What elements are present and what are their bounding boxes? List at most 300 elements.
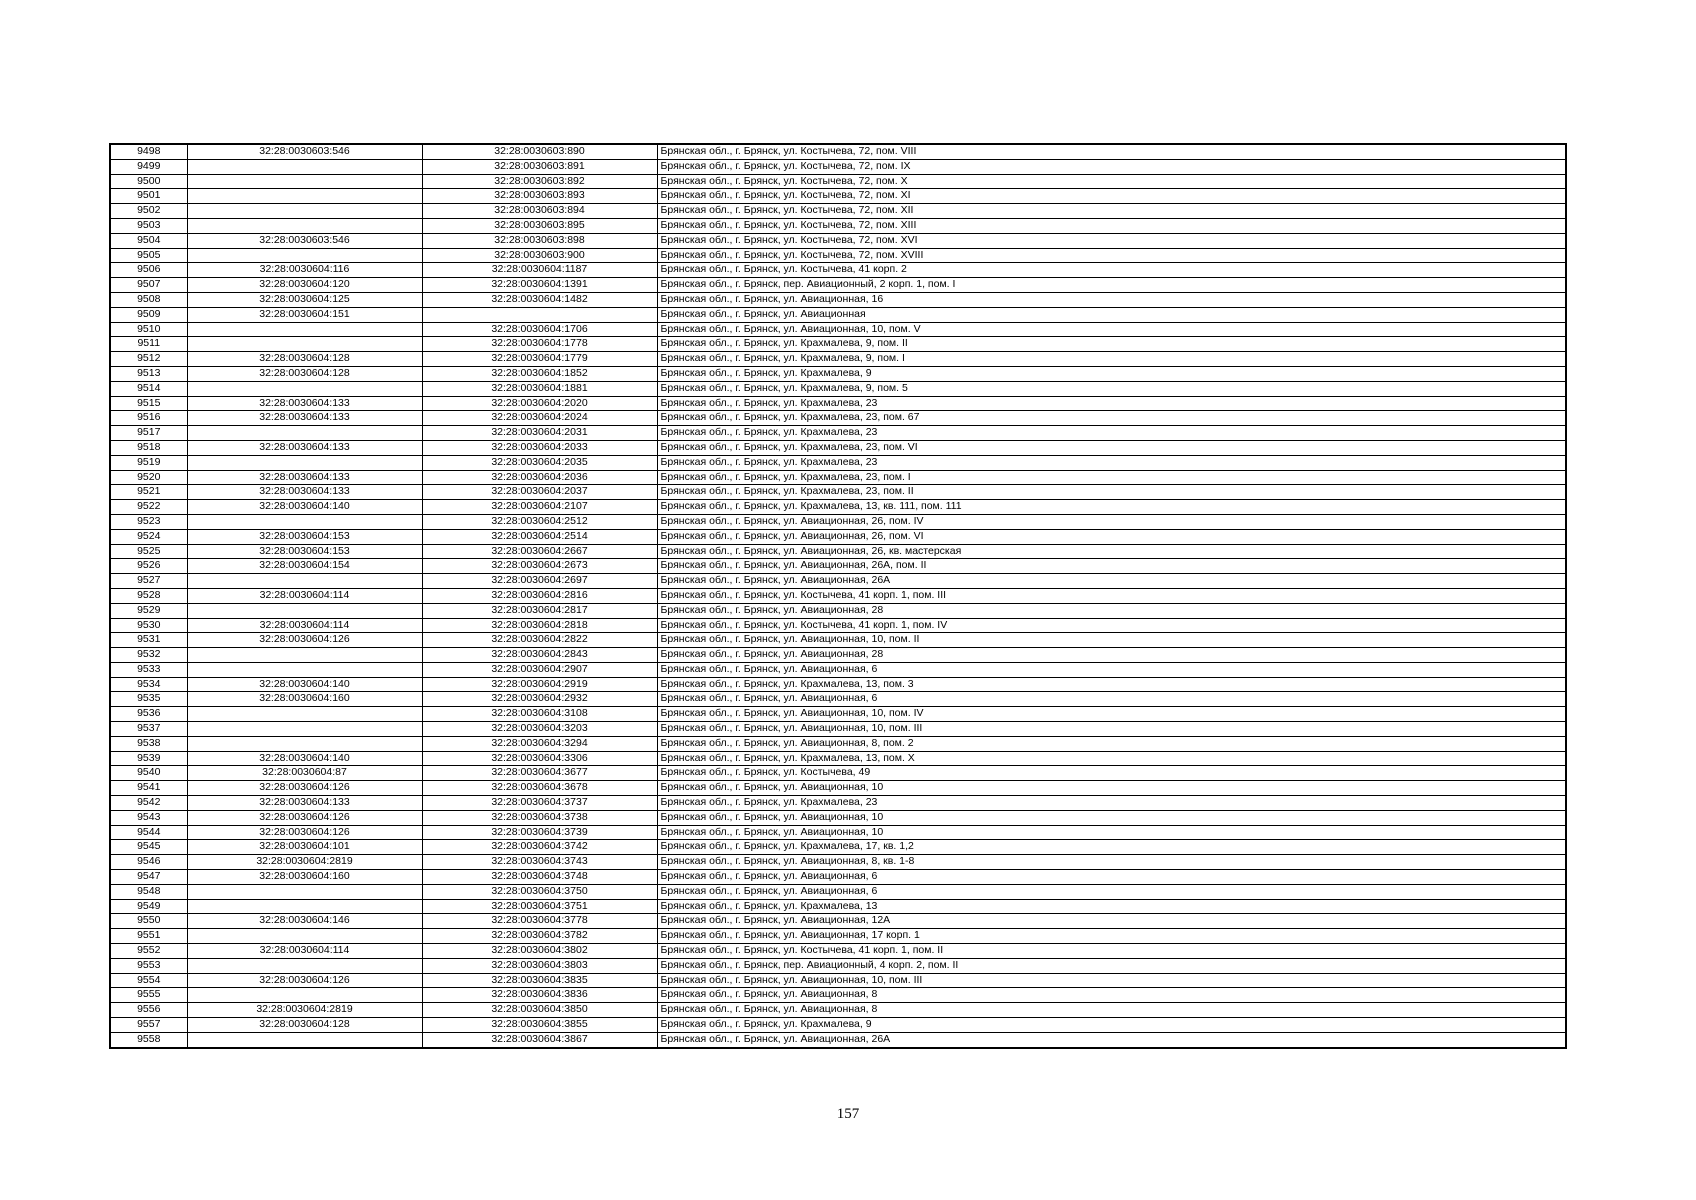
- table-row: [110, 1018, 1566, 1033]
- table-row: [110, 485, 1566, 500]
- address-cell: Брянская обл., г. Брянск, ул. Крахмалева, 23, пом. VI: [657, 440, 1566, 455]
- address-cell: Брянская обл., г. Брянск, ул. Авиационная, 6: [657, 692, 1566, 707]
- address-cell: Брянская обл., г. Брянск, ул. Авиационная, 28: [657, 603, 1566, 618]
- table-row: [110, 144, 1566, 159]
- row-number-cell: 9503: [110, 218, 187, 233]
- row-number-cell: 9535: [110, 692, 187, 707]
- table-row: [110, 500, 1566, 515]
- row-number-cell: 9557: [110, 1018, 187, 1033]
- cadastral-number-cell: 32:28:0030604:2033: [422, 440, 657, 455]
- address-cell: Брянская обл., г. Брянск, пер. Авиационный, 4 корп. 2, пом. II: [657, 958, 1566, 973]
- cadastral-number-cell: 32:28:0030604:1187: [422, 263, 657, 278]
- row-number-cell: 9524: [110, 529, 187, 544]
- cadastral-number-cell: 32:28:0030604:3108: [422, 707, 657, 722]
- row-number-cell: 9499: [110, 159, 187, 174]
- address-cell: Брянская обл., г. Брянск, ул. Авиационная, 28: [657, 648, 1566, 663]
- table-row: [110, 588, 1566, 603]
- row-number-cell: 9513: [110, 366, 187, 381]
- row-number-cell: 9543: [110, 810, 187, 825]
- row-number-cell: 9534: [110, 677, 187, 692]
- cadastral-number-cell: 32:28:0030604:3738: [422, 810, 657, 825]
- cadastral-number-cell: 32:28:0030604:2020: [422, 396, 657, 411]
- parcel-number-cell: [187, 958, 422, 973]
- parcel-number-cell: [187, 514, 422, 529]
- table-row: [110, 233, 1566, 248]
- cadastral-number-cell: 32:28:0030604:2024: [422, 411, 657, 426]
- parcel-number-cell: 32:28:0030604:126: [187, 633, 422, 648]
- table-row: [110, 855, 1566, 870]
- table-row: [110, 174, 1566, 189]
- cadastral-number-cell: 32:28:0030604:3867: [422, 1032, 657, 1047]
- cadastral-number-cell: 32:28:0030603:895: [422, 218, 657, 233]
- row-number-cell: 9537: [110, 722, 187, 737]
- table-row: [110, 884, 1566, 899]
- table-row: [110, 204, 1566, 219]
- address-cell: Брянская обл., г. Брянск, ул. Авиационная, 6: [657, 870, 1566, 885]
- row-number-cell: 9516: [110, 411, 187, 426]
- address-cell: Брянская обл., г. Брянск, ул. Крахмалева, 9: [657, 1018, 1566, 1033]
- row-number-cell: 9508: [110, 292, 187, 307]
- table-row: [110, 618, 1566, 633]
- table-row: [110, 796, 1566, 811]
- table-row: [110, 529, 1566, 544]
- address-cell: Брянская обл., г. Брянск, ул. Крахмалева, 23, пом. 67: [657, 411, 1566, 426]
- address-cell: Брянская обл., г. Брянск, ул. Крахмалева, 13, кв. 111, пом. 111: [657, 500, 1566, 515]
- cadastral-number-cell: 32:28:0030604:2673: [422, 559, 657, 574]
- table-row: [110, 470, 1566, 485]
- cadastral-number-cell: 32:28:0030604:3742: [422, 840, 657, 855]
- parcel-number-cell: 32:28:0030604:146: [187, 914, 422, 929]
- parcel-number-cell: 32:28:0030604:128: [187, 1018, 422, 1033]
- row-number-cell: 9548: [110, 884, 187, 899]
- address-cell: Брянская обл., г. Брянск, ул. Авиационная, 8, пом. 2: [657, 736, 1566, 751]
- cadastral-number-cell: 32:28:0030604:1852: [422, 366, 657, 381]
- address-cell: Брянская обл., г. Брянск, ул. Крахмалева, 23: [657, 796, 1566, 811]
- parcel-number-cell: [187, 736, 422, 751]
- row-number-cell: 9500: [110, 174, 187, 189]
- parcel-number-cell: 32:28:0030603:546: [187, 144, 422, 159]
- row-number-cell: 9538: [110, 736, 187, 751]
- address-cell: Брянская обл., г. Брянск, ул. Авиационная, 6: [657, 884, 1566, 899]
- parcel-number-cell: 32:28:0030604:101: [187, 840, 422, 855]
- cadastral-number-cell: 32:28:0030604:1391: [422, 278, 657, 293]
- address-cell: Брянская обл., г. Брянск, ул. Авиационная, 17 корп. 1: [657, 929, 1566, 944]
- parcel-number-cell: 32:28:0030604:154: [187, 559, 422, 574]
- parcel-number-cell: [187, 707, 422, 722]
- address-cell: Брянская обл., г. Брянск, ул. Костычева, 72, пом. XVI: [657, 233, 1566, 248]
- table-row: [110, 248, 1566, 263]
- row-number-cell: 9509: [110, 307, 187, 322]
- address-cell: Брянская обл., г. Брянск, ул. Авиационная, 26, кв. мастерская: [657, 544, 1566, 559]
- parcel-number-cell: 32:28:0030604:126: [187, 810, 422, 825]
- registry-table-body: [110, 144, 1566, 1048]
- cadastral-number-cell: 32:28:0030604:2031: [422, 426, 657, 441]
- cadastral-number-cell: 32:28:0030604:3739: [422, 825, 657, 840]
- address-cell: Брянская обл., г. Брянск, ул. Крахмалева, 9, пом. II: [657, 337, 1566, 352]
- cadastral-number-cell: 32:28:0030604:3203: [422, 722, 657, 737]
- table-row: [110, 751, 1566, 766]
- address-cell: Брянская обл., г. Брянск, ул. Авиационная, 10: [657, 825, 1566, 840]
- parcel-number-cell: [187, 189, 422, 204]
- parcel-number-cell: 32:28:0030604:114: [187, 944, 422, 959]
- cadastral-number-cell: 32:28:0030604:1778: [422, 337, 657, 352]
- row-number-cell: 9512: [110, 352, 187, 367]
- cadastral-number-cell: 32:28:0030604:3751: [422, 899, 657, 914]
- parcel-number-cell: 32:28:0030604:140: [187, 751, 422, 766]
- cadastral-number-cell: 32:28:0030603:892: [422, 174, 657, 189]
- cadastral-number-cell: 32:28:0030604:3750: [422, 884, 657, 899]
- address-cell: Брянская обл., г. Брянск, ул. Костычева, 41 корп. 2: [657, 263, 1566, 278]
- address-cell: Брянская обл., г. Брянск, ул. Авиационная, 10, пом. II: [657, 633, 1566, 648]
- table-row: [110, 396, 1566, 411]
- row-number-cell: 9532: [110, 648, 187, 663]
- row-number-cell: 9546: [110, 855, 187, 870]
- row-number-cell: 9522: [110, 500, 187, 515]
- table-row: [110, 722, 1566, 737]
- table-row: [110, 914, 1566, 929]
- row-number-cell: 9541: [110, 781, 187, 796]
- address-cell: Брянская обл., г. Брянск, ул. Авиационная, 10, пом. IV: [657, 707, 1566, 722]
- cadastral-number-cell: 32:28:0030603:898: [422, 233, 657, 248]
- address-cell: Брянская обл., г. Брянск, ул. Крахмалева, 9, пом. I: [657, 352, 1566, 367]
- row-number-cell: 9555: [110, 988, 187, 1003]
- cadastral-number-cell: 32:28:0030604:3778: [422, 914, 657, 929]
- parcel-number-cell: 32:28:0030604:133: [187, 470, 422, 485]
- row-number-cell: 9507: [110, 278, 187, 293]
- table-row: [110, 766, 1566, 781]
- cadastral-number-cell: 32:28:0030604:2697: [422, 574, 657, 589]
- cadastral-number-cell: 32:28:0030604:2919: [422, 677, 657, 692]
- cadastral-number-cell: 32:28:0030604:3748: [422, 870, 657, 885]
- row-number-cell: 9517: [110, 426, 187, 441]
- parcel-number-cell: [187, 1032, 422, 1047]
- address-cell: Брянская обл., г. Брянск, ул. Авиационная, 8: [657, 988, 1566, 1003]
- row-number-cell: 9539: [110, 751, 187, 766]
- row-number-cell: 9502: [110, 204, 187, 219]
- parcel-number-cell: [187, 248, 422, 263]
- parcel-number-cell: 32:28:0030604:140: [187, 500, 422, 515]
- parcel-number-cell: 32:28:0030604:153: [187, 544, 422, 559]
- cadastral-number-cell: 32:28:0030604:1881: [422, 381, 657, 396]
- row-number-cell: 9504: [110, 233, 187, 248]
- address-cell: Брянская обл., г. Брянск, ул. Крахмалева, 23: [657, 455, 1566, 470]
- table-row: [110, 988, 1566, 1003]
- address-cell: Брянская обл., г. Брянск, ул. Крахмалева, 9: [657, 366, 1566, 381]
- parcel-number-cell: 32:28:0030604:133: [187, 796, 422, 811]
- table-row: [110, 159, 1566, 174]
- row-number-cell: 9525: [110, 544, 187, 559]
- address-cell: Брянская обл., г. Брянск, ул. Авиационная, 12А: [657, 914, 1566, 929]
- parcel-number-cell: [187, 899, 422, 914]
- cadastral-number-cell: 32:28:0030604:2037: [422, 485, 657, 500]
- parcel-number-cell: [187, 337, 422, 352]
- address-cell: Брянская обл., г. Брянск, ул. Авиационная, 6: [657, 662, 1566, 677]
- parcel-number-cell: 32:28:0030604:125: [187, 292, 422, 307]
- row-number-cell: 9523: [110, 514, 187, 529]
- address-cell: Брянская обл., г. Брянск, ул. Авиационная, 10, пом. V: [657, 322, 1566, 337]
- row-number-cell: 9533: [110, 662, 187, 677]
- row-number-cell: 9529: [110, 603, 187, 618]
- table-row: [110, 352, 1566, 367]
- row-number-cell: 9556: [110, 1003, 187, 1018]
- table-row: [110, 426, 1566, 441]
- cadastral-number-cell: 32:28:0030603:900: [422, 248, 657, 263]
- parcel-number-cell: [187, 929, 422, 944]
- cadastral-number-cell: 32:28:0030604:3743: [422, 855, 657, 870]
- table-row: [110, 1003, 1566, 1018]
- table-row: [110, 440, 1566, 455]
- cadastral-number-cell: 32:28:0030604:2036: [422, 470, 657, 485]
- address-cell: Брянская обл., г. Брянск, ул. Авиационная, 10: [657, 810, 1566, 825]
- address-cell: Брянская обл., г. Брянск, ул. Крахмалева, 23: [657, 426, 1566, 441]
- cadastral-number-cell: 32:28:0030604:2107: [422, 500, 657, 515]
- row-number-cell: 9554: [110, 973, 187, 988]
- row-number-cell: 9544: [110, 825, 187, 840]
- row-number-cell: 9553: [110, 958, 187, 973]
- parcel-number-cell: [187, 159, 422, 174]
- parcel-number-cell: 32:28:0030604:2819: [187, 855, 422, 870]
- cadastral-number-cell: 32:28:0030604:1706: [422, 322, 657, 337]
- cadastral-number-cell: 32:28:0030604:3677: [422, 766, 657, 781]
- row-number-cell: 9510: [110, 322, 187, 337]
- table-row: [110, 781, 1566, 796]
- address-cell: Брянская обл., г. Брянск, ул. Костычева, 41 корп. 1, пом. III: [657, 588, 1566, 603]
- cadastral-number-cell: 32:28:0030604:3850: [422, 1003, 657, 1018]
- table-row: [110, 810, 1566, 825]
- parcel-number-cell: 32:28:0030603:546: [187, 233, 422, 248]
- row-number-cell: 9550: [110, 914, 187, 929]
- cadastral-number-cell: 32:28:0030603:893: [422, 189, 657, 204]
- parcel-number-cell: 32:28:0030604:114: [187, 588, 422, 603]
- cadastral-number-cell: 32:28:0030604:3855: [422, 1018, 657, 1033]
- cadastral-number-cell: 32:28:0030604:3306: [422, 751, 657, 766]
- cadastral-number-cell: 32:28:0030604:2035: [422, 455, 657, 470]
- address-cell: Брянская обл., г. Брянск, ул. Костычева, 41 корп. 1, пом. II: [657, 944, 1566, 959]
- parcel-number-cell: 32:28:0030604:116: [187, 263, 422, 278]
- table-row: [110, 189, 1566, 204]
- table-row: [110, 707, 1566, 722]
- table-row: [110, 736, 1566, 751]
- row-number-cell: 9501: [110, 189, 187, 204]
- cadastral-number-cell: 32:28:0030604:1482: [422, 292, 657, 307]
- address-cell: Брянская обл., г. Брянск, ул. Авиационная, 10, пом. III: [657, 973, 1566, 988]
- row-number-cell: 9545: [110, 840, 187, 855]
- parcel-number-cell: 32:28:0030604:87: [187, 766, 422, 781]
- parcel-number-cell: 32:28:0030604:133: [187, 396, 422, 411]
- row-number-cell: 9540: [110, 766, 187, 781]
- parcel-number-cell: [187, 574, 422, 589]
- row-number-cell: 9518: [110, 440, 187, 455]
- parcel-number-cell: [187, 322, 422, 337]
- address-cell: Брянская обл., г. Брянск, ул. Авиационная, 10: [657, 781, 1566, 796]
- parcel-number-cell: 32:28:0030604:133: [187, 440, 422, 455]
- table-row: [110, 411, 1566, 426]
- cadastral-number-cell: 32:28:0030604:2817: [422, 603, 657, 618]
- address-cell: Брянская обл., г. Брянск, ул. Крахмалева, 17, кв. 1,2: [657, 840, 1566, 855]
- parcel-number-cell: [187, 662, 422, 677]
- cadastral-number-cell: 32:28:0030604:2932: [422, 692, 657, 707]
- row-number-cell: 9551: [110, 929, 187, 944]
- cadastral-number-cell: 32:28:0030604:2667: [422, 544, 657, 559]
- row-number-cell: 9527: [110, 574, 187, 589]
- parcel-number-cell: [187, 218, 422, 233]
- row-number-cell: 9549: [110, 899, 187, 914]
- row-number-cell: 9521: [110, 485, 187, 500]
- parcel-number-cell: [187, 722, 422, 737]
- row-number-cell: 9552: [110, 944, 187, 959]
- row-number-cell: 9498: [110, 144, 187, 159]
- cadastral-number-cell: 32:28:0030603:890: [422, 144, 657, 159]
- address-cell: Брянская обл., г. Брянск, ул. Крахмалева, 23: [657, 396, 1566, 411]
- parcel-number-cell: [187, 426, 422, 441]
- cadastral-number-cell: 32:28:0030604:2512: [422, 514, 657, 529]
- row-number-cell: 9542: [110, 796, 187, 811]
- address-cell: Брянская обл., г. Брянск, ул. Крахмалева, 13, пом. 3: [657, 677, 1566, 692]
- table-row: [110, 366, 1566, 381]
- table-row: [110, 1032, 1566, 1047]
- row-number-cell: 9536: [110, 707, 187, 722]
- table-row: [110, 870, 1566, 885]
- row-number-cell: 9515: [110, 396, 187, 411]
- address-cell: Брянская обл., г. Брянск, ул. Костычева, 72, пом. XIII: [657, 218, 1566, 233]
- address-cell: Брянская обл., г. Брянск, ул. Костычева, 72, пом. XII: [657, 204, 1566, 219]
- row-number-cell: 9506: [110, 263, 187, 278]
- address-cell: Брянская обл., г. Брянск, ул. Крахмалева, 13: [657, 899, 1566, 914]
- address-cell: Брянская обл., г. Брянск, ул. Костычева, 72, пом. X: [657, 174, 1566, 189]
- cadastral-number-cell: 32:28:0030604:2907: [422, 662, 657, 677]
- parcel-number-cell: [187, 174, 422, 189]
- address-cell: Брянская обл., г. Брянск, ул. Авиационная, 16: [657, 292, 1566, 307]
- row-number-cell: 9526: [110, 559, 187, 574]
- table-row: [110, 662, 1566, 677]
- address-cell: Брянская обл., г. Брянск, ул. Крахмалева, 23, пом. I: [657, 470, 1566, 485]
- row-number-cell: 9520: [110, 470, 187, 485]
- parcel-number-cell: 32:28:0030604:140: [187, 677, 422, 692]
- parcel-number-cell: 32:28:0030604:133: [187, 411, 422, 426]
- address-cell: Брянская обл., г. Брянск, ул. Авиационная, 26А: [657, 574, 1566, 589]
- table-row: [110, 603, 1566, 618]
- parcel-number-cell: [187, 988, 422, 1003]
- address-cell: Брянская обл., г. Брянск, ул. Авиационная, 26, пом. IV: [657, 514, 1566, 529]
- address-cell: Брянская обл., г. Брянск, ул. Крахмалева, 23, пом. II: [657, 485, 1566, 500]
- parcel-number-cell: [187, 648, 422, 663]
- table-row: [110, 633, 1566, 648]
- parcel-number-cell: 32:28:0030604:151: [187, 307, 422, 322]
- table-row: [110, 337, 1566, 352]
- address-cell: Брянская обл., г. Брянск, ул. Авиационная, 8, кв. 1-8: [657, 855, 1566, 870]
- row-number-cell: 9547: [110, 870, 187, 885]
- address-cell: Брянская обл., г. Брянск, ул. Авиационная, 8: [657, 1003, 1566, 1018]
- address-cell: Брянская обл., г. Брянск, ул. Авиационная, 10, пом. III: [657, 722, 1566, 737]
- parcel-number-cell: 32:28:0030604:128: [187, 352, 422, 367]
- table-row: [110, 381, 1566, 396]
- table-row: [110, 840, 1566, 855]
- parcel-number-cell: [187, 204, 422, 219]
- parcel-number-cell: 32:28:0030604:153: [187, 529, 422, 544]
- address-cell: Брянская обл., г. Брянск, ул. Крахмалева, 9, пом. 5: [657, 381, 1566, 396]
- cadastral-number-cell: 32:28:0030604:3835: [422, 973, 657, 988]
- parcel-number-cell: [187, 603, 422, 618]
- parcel-number-cell: [187, 455, 422, 470]
- cadastral-number-cell: 32:28:0030604:3782: [422, 929, 657, 944]
- address-cell: Брянская обл., г. Брянск, пер. Авиационный, 2 корп. 1, пом. I: [657, 278, 1566, 293]
- table-row: [110, 455, 1566, 470]
- cadastral-number-cell: 32:28:0030604:2843: [422, 648, 657, 663]
- cadastral-number-cell: 32:28:0030604:2822: [422, 633, 657, 648]
- table-row: [110, 559, 1566, 574]
- table-row: [110, 899, 1566, 914]
- cadastral-number-cell: 32:28:0030603:891: [422, 159, 657, 174]
- table-row: [110, 278, 1566, 293]
- cadastral-number-cell: 32:28:0030604:3802: [422, 944, 657, 959]
- cadastral-number-cell: 32:28:0030604:3294: [422, 736, 657, 751]
- cadastral-number-cell: 32:28:0030604:3836: [422, 988, 657, 1003]
- cadastral-number-cell: 32:28:0030604:2816: [422, 588, 657, 603]
- row-number-cell: 9558: [110, 1032, 187, 1047]
- table-row: [110, 574, 1566, 589]
- registry-table: [109, 143, 1567, 1049]
- parcel-number-cell: 32:28:0030604:2819: [187, 1003, 422, 1018]
- table-row: [110, 514, 1566, 529]
- row-number-cell: 9505: [110, 248, 187, 263]
- cadastral-number-cell: 32:28:0030604:1779: [422, 352, 657, 367]
- address-cell: Брянская обл., г. Брянск, ул. Авиационная, 26, пом. VI: [657, 529, 1566, 544]
- table-row: [110, 292, 1566, 307]
- parcel-number-cell: 32:28:0030604:114: [187, 618, 422, 633]
- cadastral-number-cell: 32:28:0030604:3803: [422, 958, 657, 973]
- cadastral-number-cell: 32:28:0030604:2514: [422, 529, 657, 544]
- address-cell: Брянская обл., г. Брянск, ул. Костычева, 72, пом. VIII: [657, 144, 1566, 159]
- cadastral-number-cell: 32:28:0030603:894: [422, 204, 657, 219]
- row-number-cell: 9531: [110, 633, 187, 648]
- table-row: [110, 263, 1566, 278]
- table-row: [110, 958, 1566, 973]
- parcel-number-cell: 32:28:0030604:126: [187, 781, 422, 796]
- parcel-number-cell: 32:28:0030604:160: [187, 870, 422, 885]
- table-row: [110, 677, 1566, 692]
- page-number: 157: [836, 1106, 860, 1122]
- parcel-number-cell: 32:28:0030604:133: [187, 485, 422, 500]
- parcel-number-cell: 32:28:0030604:126: [187, 973, 422, 988]
- parcel-number-cell: 32:28:0030604:126: [187, 825, 422, 840]
- cadastral-number-cell: 32:28:0030604:3737: [422, 796, 657, 811]
- address-cell: Брянская обл., г. Брянск, ул. Костычева, 49: [657, 766, 1566, 781]
- row-number-cell: 9511: [110, 337, 187, 352]
- address-cell: Брянская обл., г. Брянск, ул. Костычева, 72, пом. IX: [657, 159, 1566, 174]
- row-number-cell: 9530: [110, 618, 187, 633]
- cadastral-number-cell: [422, 307, 657, 322]
- row-number-cell: 9519: [110, 455, 187, 470]
- parcel-number-cell: 32:28:0030604:120: [187, 278, 422, 293]
- address-cell: Брянская обл., г. Брянск, ул. Авиационная, 26А: [657, 1032, 1566, 1047]
- address-cell: Брянская обл., г. Брянск, ул. Костычева, 72, пом. XI: [657, 189, 1566, 204]
- table-row: [110, 973, 1566, 988]
- parcel-number-cell: [187, 884, 422, 899]
- table-row: [110, 648, 1566, 663]
- parcel-number-cell: [187, 381, 422, 396]
- table-row: [110, 944, 1566, 959]
- address-cell: Брянская обл., г. Брянск, ул. Авиационная, 26А, пом. II: [657, 559, 1566, 574]
- cadastral-number-cell: 32:28:0030604:3678: [422, 781, 657, 796]
- parcel-number-cell: 32:28:0030604:128: [187, 366, 422, 381]
- address-cell: Брянская обл., г. Брянск, ул. Костычева, 41 корп. 1, пом. IV: [657, 618, 1566, 633]
- row-number-cell: 9528: [110, 588, 187, 603]
- table-row: [110, 307, 1566, 322]
- table-row: [110, 322, 1566, 337]
- address-cell: Брянская обл., г. Брянск, ул. Крахмалева, 13, пом. X: [657, 751, 1566, 766]
- table-row: [110, 544, 1566, 559]
- table-row: [110, 825, 1566, 840]
